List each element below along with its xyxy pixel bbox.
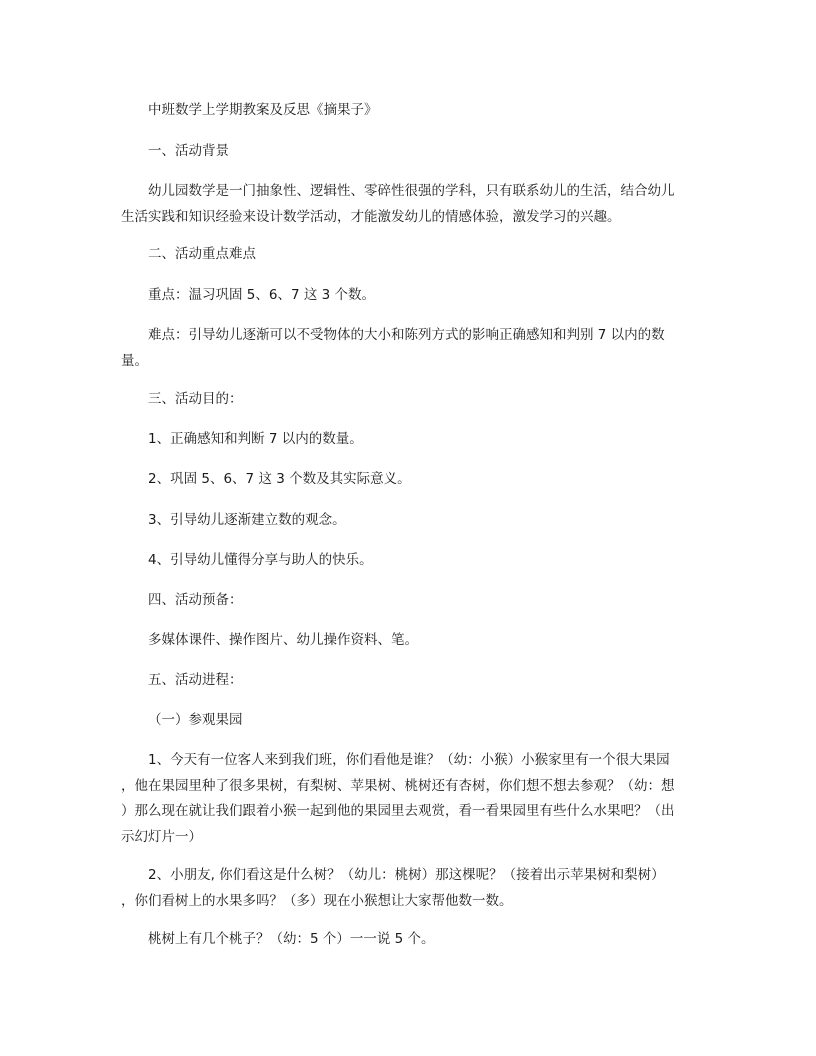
paragraph-line: 桃树上有几个桃子？（幼：5 个）一一说 5 个。 <box>148 931 435 947</box>
goal-item: 3、引导幼儿逐渐建立数的观念。 <box>148 512 346 528</box>
paragraph-line: 量。 <box>121 353 148 369</box>
section-heading-goals: 三、活动目的： <box>148 391 243 407</box>
paragraph-materials: 多媒体课件、操作图片、幼儿操作资料、笔。 <box>148 632 418 648</box>
section-heading-process: 五、活动进程： <box>148 672 243 688</box>
goal-item: 1、正确感知和判断 7 以内的数量。 <box>148 431 363 447</box>
section-heading-background: 一、活动背景 <box>148 143 229 159</box>
paragraph-line: 示幻灯片一） <box>121 829 202 845</box>
paragraph-line: 幼儿园数学是一门抽象性、逻辑性、零碎性很强的学科，只有联系幼儿的生活，结合幼儿 <box>148 183 675 199</box>
paragraph-line: ，你们看树上的水果多吗？（多）现在小猴想让大家帮他数一数。 <box>121 893 513 909</box>
paragraph-line: ）那么现在就让我们跟着小猴一起到他的果园里去观赏，看一看果园里有些什么水果吧？（出 <box>121 803 675 819</box>
paragraph-key-point: 重点：温习巩固 5、6、7 这 3 个数。 <box>148 287 376 303</box>
document-title: 中班数学上学期教案及反思《摘果子》 <box>148 102 378 118</box>
paragraph-line: 难点：引导幼儿逐渐可以不受物体的大小和陈列方式的影响正确感知和判别 7 以内的数 <box>148 327 665 343</box>
section-heading-preparation: 四、活动预备： <box>148 592 243 608</box>
goal-item: 2、巩固 5、6、7 这 3 个数及其实际意义。 <box>148 471 411 487</box>
paragraph-line: ，他在果园里种了很多果树，有梨树、苹果树、桃树还有杏树，你们想不想去参观？（幼：想 <box>121 778 675 794</box>
goal-item: 4、引导幼儿懂得分享与助人的快乐。 <box>148 552 373 568</box>
paragraph-line: 1、今天有一位客人来到我们班，你们看他是谁？（幼：小猴）小猴家里有一个很大果园 <box>148 752 670 768</box>
paragraph-line: 2、小朋友, 你们看这是什么树？（幼儿：桃树）那这棵呢？（接着出示苹果树和梨树） <box>148 867 665 883</box>
section-heading-key-points: 二、活动重点难点 <box>148 246 256 262</box>
subsection-heading: （一）参观果园 <box>148 712 243 728</box>
paragraph-line: 生活实践和知识经验来设计数学活动，才能激发幼儿的情感体验，激发学习的兴趣。 <box>121 209 621 225</box>
